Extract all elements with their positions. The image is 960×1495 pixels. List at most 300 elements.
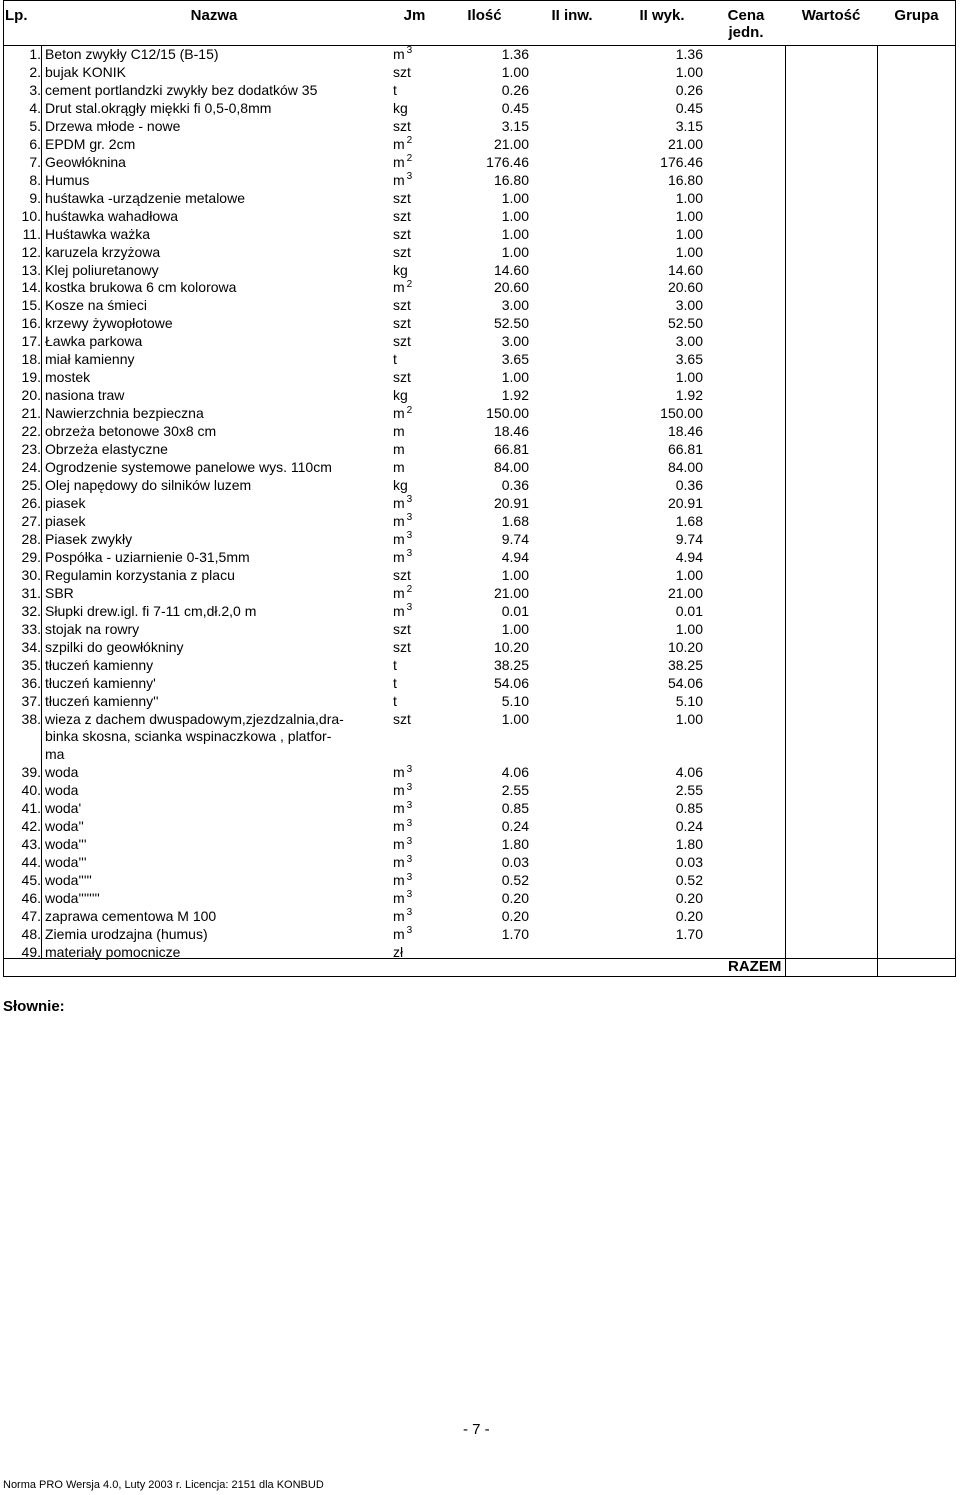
row-unit-text: m — [393, 854, 405, 871]
row-name-line: Ziemia urodzajna (humus) — [45, 926, 208, 943]
row-quantity-wyk: 21.00 — [667, 584, 703, 601]
row-lp: 5. — [29, 117, 41, 134]
row-unit-exponent: 3 — [406, 548, 413, 560]
row-quantity: 1.92 — [501, 387, 529, 404]
row-unit-exponent: 2 — [406, 278, 413, 290]
row-unit-text: kg — [393, 99, 408, 116]
row-quantity-wyk: 0.45 — [675, 99, 703, 116]
row-name — [45, 854, 385, 872]
row-name — [45, 387, 385, 405]
row-name-line: Humus — [45, 171, 90, 188]
row-name — [45, 172, 385, 190]
row-lp: 14. — [21, 279, 41, 296]
row-unit-exponent: 3 — [406, 871, 413, 883]
row-quantity-wyk: 0.03 — [675, 854, 703, 871]
header-grupa: Grupa — [894, 7, 939, 24]
row-quantity-wyk: 1.92 — [675, 387, 703, 404]
row-unit — [393, 423, 453, 440]
row-unit — [393, 800, 453, 817]
row-unit-text: m — [393, 135, 405, 152]
row-quantity: 1.00 — [501, 369, 529, 386]
row-unit — [393, 208, 453, 225]
row-unit — [393, 226, 453, 243]
row-name-line: szpilki do geowłókniny — [45, 638, 184, 655]
row-unit-text: m — [393, 459, 405, 476]
row-unit-text: m — [393, 279, 405, 296]
row-quantity: 1.00 — [501, 566, 529, 583]
row-lp: 17. — [21, 333, 41, 350]
row-quantity-wyk: 18.46 — [667, 423, 703, 440]
row-lp: 30. — [21, 566, 41, 583]
row-unit-text: szt — [393, 710, 411, 727]
row-quantity: 2.55 — [501, 782, 529, 799]
header-lp: Lp. — [5, 7, 28, 24]
row-lp: 2. — [29, 63, 41, 80]
col-divider-lp — [41, 46, 42, 958]
row-name-line: materiały pomocnicze — [45, 944, 181, 960]
row-quantity: 84.00 — [493, 459, 529, 476]
row-quantity: 1.00 — [501, 207, 529, 224]
row-name-line: ma — [45, 746, 65, 763]
row-quantity-wyk: 1.00 — [675, 566, 703, 583]
row-unit — [393, 818, 453, 835]
row-name — [45, 369, 385, 387]
row-unit — [393, 82, 453, 99]
row-quantity-wyk: 150.00 — [660, 405, 703, 422]
row-unit-text: m — [393, 800, 405, 817]
row-unit — [393, 100, 453, 117]
row-name — [45, 908, 385, 926]
row-unit — [393, 279, 453, 296]
row-unit — [393, 603, 453, 620]
row-quantity-wyk: 1.00 — [675, 620, 703, 637]
row-quantity: 150.00 — [486, 405, 529, 422]
row-unit-text: szt — [393, 63, 411, 80]
row-quantity: 1.00 — [501, 225, 529, 242]
row-unit — [393, 890, 453, 907]
row-unit-exponent: 3 — [406, 889, 413, 901]
row-unit-exponent: 2 — [406, 135, 413, 147]
row-unit-exponent: 3 — [406, 494, 413, 506]
row-unit — [393, 872, 453, 889]
row-quantity: 20.60 — [493, 279, 529, 296]
row-quantity: 0.45 — [501, 99, 529, 116]
row-name-line: Nawierzchnia bezpieczna — [45, 405, 204, 422]
row-quantity: 0.20 — [501, 890, 529, 907]
row-unit-exponent: 3 — [406, 799, 413, 811]
row-unit-text: m — [393, 836, 405, 853]
row-name — [45, 836, 385, 854]
row-name — [45, 82, 385, 100]
row-name-line: Pospółka - uziarnienie 0-31,5mm — [45, 548, 250, 565]
row-lp: 35. — [21, 656, 41, 673]
row-name-line: piasek — [45, 512, 86, 529]
row-unit — [393, 693, 453, 710]
row-name — [45, 495, 385, 513]
row-unit-text: m — [393, 495, 405, 511]
row-lp: 4. — [29, 99, 41, 116]
row-quantity-wyk: 0.26 — [675, 81, 703, 98]
header-ii-wyk: II wyk. — [639, 7, 685, 24]
row-quantity-wyk: 84.00 — [667, 459, 703, 476]
row-quantity-wyk: 38.25 — [667, 656, 703, 673]
row-unit-text: m — [393, 764, 405, 781]
row-name-line: woda' — [45, 800, 82, 817]
row-name-line: Kosze na śmieci — [45, 297, 147, 314]
row-quantity: 1.00 — [501, 620, 529, 637]
row-name — [45, 603, 385, 621]
row-quantity-wyk: 1.00 — [675, 710, 703, 727]
row-quantity: 20.91 — [493, 495, 529, 511]
row-unit-text: m — [393, 818, 405, 835]
row-name — [45, 477, 385, 495]
row-name-line: woda''' — [45, 836, 87, 853]
row-name — [45, 944, 385, 962]
row-lp: 26. — [21, 495, 41, 511]
row-name-line: woda''' — [45, 854, 87, 871]
row-quantity: 1.00 — [501, 710, 529, 727]
row-quantity-wyk: 0.24 — [675, 818, 703, 835]
row-lp: 27. — [21, 512, 41, 529]
row-name — [45, 693, 385, 711]
row-name — [45, 872, 385, 890]
row-name — [45, 154, 385, 172]
header-cena-line2: jedn. — [728, 24, 764, 41]
row-unit — [393, 262, 453, 279]
row-unit-text: szt — [393, 638, 411, 655]
row-lp: 31. — [21, 584, 41, 601]
row-name-line: stojak na rowry — [45, 620, 140, 637]
row-unit — [393, 190, 453, 207]
row-quantity-wyk: 1.00 — [675, 225, 703, 242]
row-lp: 19. — [21, 369, 41, 386]
row-unit — [393, 369, 453, 386]
row-name — [45, 136, 385, 154]
row-name-line: miał kamienny — [45, 351, 135, 368]
row-name-line: Piasek zwykły — [45, 530, 133, 547]
row-quantity: 0.03 — [501, 854, 529, 871]
row-quantity-wyk: 3.65 — [675, 351, 703, 368]
row-name — [45, 262, 385, 280]
row-name — [45, 279, 385, 297]
row-quantity: 0.52 — [501, 872, 529, 889]
row-lp: 7. — [29, 153, 41, 170]
row-unit-text: zł — [393, 944, 404, 960]
row-unit — [393, 585, 453, 602]
row-unit-text: szt — [393, 207, 411, 224]
row-lp: 29. — [21, 548, 41, 565]
row-name-line: tłuczeń kamienny — [45, 656, 154, 673]
row-quantity-wyk: 1.80 — [675, 836, 703, 853]
row-quantity: 14.60 — [493, 261, 529, 278]
row-unit-text: kg — [393, 477, 408, 494]
row-name — [45, 621, 385, 639]
row-name-line: tłuczeń kamienny' — [45, 674, 156, 691]
row-lp: 8. — [29, 171, 41, 188]
row-name — [45, 639, 385, 657]
header-cena-line1: Cena — [727, 7, 765, 24]
row-quantity-wyk: 9.74 — [675, 530, 703, 547]
row-name — [45, 118, 385, 136]
row-name-line: bujak KONIK — [45, 63, 126, 80]
page-number: - 7 - — [463, 1421, 490, 1438]
row-name-line: krzewy żywopłotowe — [45, 315, 173, 332]
row-lp: 25. — [21, 477, 41, 494]
row-unit — [393, 549, 453, 566]
row-quantity-wyk: 0.36 — [675, 477, 703, 494]
row-quantity: 3.15 — [501, 117, 529, 134]
row-lp: 23. — [21, 441, 41, 458]
row-unit-text: m — [393, 405, 405, 422]
row-unit — [393, 531, 453, 548]
row-unit — [393, 639, 453, 656]
row-name-line: zaprawa cementowa M 100 — [45, 908, 217, 925]
row-name-line: Ogrodzenie systemowe panelowe wys. 110cm — [45, 459, 332, 476]
row-lp: 36. — [21, 674, 41, 691]
row-name-line: karuzela krzyżowa — [45, 243, 161, 260]
row-quantity-wyk: 3.15 — [675, 117, 703, 134]
row-quantity: 176.46 — [486, 153, 529, 170]
row-lp: 12. — [21, 243, 41, 260]
row-quantity-wyk: 10.20 — [667, 638, 703, 655]
row-lp: 13. — [21, 261, 41, 278]
row-quantity: 9.74 — [501, 530, 529, 547]
row-quantity: 1.70 — [501, 926, 529, 943]
row-unit-exponent: 3 — [406, 602, 413, 614]
row-name — [45, 764, 385, 782]
row-unit — [393, 441, 453, 458]
row-name — [45, 531, 385, 549]
row-lp: 34. — [21, 638, 41, 655]
row-unit-text: szt — [393, 333, 411, 350]
row-lp: 22. — [21, 423, 41, 440]
row-unit-exponent: 3 — [406, 781, 413, 793]
row-name — [45, 46, 385, 64]
row-lp: 39. — [21, 764, 41, 781]
row-name — [45, 549, 385, 567]
row-quantity: 1.68 — [501, 512, 529, 529]
row-name — [45, 441, 385, 459]
row-unit-exponent: 3 — [406, 530, 413, 542]
row-name — [45, 244, 385, 262]
row-quantity-wyk: 5.10 — [675, 692, 703, 709]
row-name-line: Regulamin korzystania z placu — [45, 566, 235, 583]
header-nazwa: Nazwa — [190, 7, 238, 24]
row-quantity-wyk: 1.00 — [675, 207, 703, 224]
row-quantity-wyk: 0.85 — [675, 800, 703, 817]
row-quantity-wyk: 1.00 — [675, 369, 703, 386]
row-quantity-wyk: 4.94 — [675, 548, 703, 565]
row-name — [45, 800, 385, 818]
row-name-line: huśtawka -urządzenie metalowe — [45, 189, 245, 206]
row-name — [45, 585, 385, 603]
row-lp: 37. — [21, 692, 41, 709]
row-name-line: SBR — [45, 584, 74, 601]
row-unit — [393, 764, 453, 781]
row-quantity-wyk: 21.00 — [667, 135, 703, 152]
row-name-line: Klej poliuretanowy — [45, 261, 159, 278]
row-unit — [393, 908, 453, 925]
row-quantity-wyk: 0.20 — [675, 890, 703, 907]
row-quantity-wyk: 1.00 — [675, 63, 703, 80]
row-unit-text: m — [393, 423, 405, 440]
row-name — [45, 675, 385, 693]
row-name-line: woda''''' — [45, 872, 92, 889]
header-wartosc: Wartość — [801, 7, 861, 24]
col-divider-wartosc — [877, 46, 878, 977]
row-unit-exponent: 2 — [406, 153, 413, 165]
row-lp: 46. — [21, 890, 41, 907]
row-name-line: mostek — [45, 369, 91, 386]
row-unit-text: m — [393, 171, 405, 188]
row-quantity-wyk: 4.06 — [675, 764, 703, 781]
row-unit — [393, 459, 453, 476]
row-unit-text: kg — [393, 261, 408, 278]
row-name — [45, 782, 385, 800]
row-lp: 1. — [29, 46, 41, 62]
row-name-line: cement portlandzki zwykły bez dodatków 35 — [45, 81, 318, 98]
row-unit-exponent: 3 — [406, 853, 413, 865]
row-unit — [393, 154, 453, 171]
row-name-line: Geowłóknina — [45, 153, 126, 170]
row-name-line: piasek — [45, 495, 86, 511]
row-quantity: 5.10 — [501, 692, 529, 709]
row-quantity: 0.26 — [501, 81, 529, 98]
row-unit — [393, 333, 453, 350]
row-quantity: 0.01 — [501, 602, 529, 619]
row-lp: 49. — [21, 944, 41, 960]
row-quantity: 1.00 — [501, 243, 529, 260]
row-unit-text: szt — [393, 117, 411, 134]
row-unit-text: m — [393, 46, 405, 62]
footer-license: Norma PRO Wersja 4.0, Luty 2003 r. Licencja: 2151 dla KONBUD — [3, 1479, 324, 1491]
row-unit — [393, 657, 453, 674]
row-unit-exponent: 3 — [406, 763, 413, 775]
row-unit-text: m — [393, 512, 405, 529]
row-unit-exponent: 3 — [406, 907, 413, 919]
row-unit-exponent: 3 — [406, 512, 413, 524]
row-quantity-wyk: 20.91 — [667, 495, 703, 511]
row-quantity: 0.36 — [501, 477, 529, 494]
row-name-line: woda — [45, 764, 79, 781]
row-quantity: 3.65 — [501, 351, 529, 368]
row-unit — [393, 64, 453, 81]
row-lp: 40. — [21, 782, 41, 799]
row-name-line: Olej napędowy do silników luzem — [45, 477, 252, 494]
row-unit — [393, 836, 453, 853]
row-quantity-wyk: 20.60 — [667, 279, 703, 296]
row-name — [45, 351, 385, 369]
row-name — [45, 64, 385, 82]
row-unit-text: t — [393, 692, 397, 709]
row-unit — [393, 495, 453, 512]
row-name — [45, 333, 385, 351]
row-name-line: Drut stal.okrągły miękki fi 0,5-0,8mm — [45, 99, 272, 116]
row-unit — [393, 711, 453, 728]
row-quantity-wyk: 1.00 — [675, 243, 703, 260]
row-unit-exponent: 2 — [406, 404, 413, 416]
row-name-line: woda'' — [45, 818, 84, 835]
row-quantity-wyk: 3.00 — [675, 297, 703, 314]
row-quantity: 16.80 — [493, 171, 529, 188]
row-lp: 10. — [21, 207, 41, 224]
row-unit-text: t — [393, 674, 397, 691]
row-quantity: 66.81 — [493, 441, 529, 458]
row-unit — [393, 854, 453, 871]
row-unit-text: m — [393, 530, 405, 547]
row-unit-text: szt — [393, 620, 411, 637]
row-quantity: 1.00 — [501, 189, 529, 206]
row-quantity: 0.20 — [501, 908, 529, 925]
row-name — [45, 657, 385, 675]
row-lp: 15. — [21, 297, 41, 314]
row-unit-text: szt — [393, 225, 411, 242]
header-jm: Jm — [403, 7, 426, 24]
row-unit — [393, 172, 453, 189]
header-ilosc: Ilość — [467, 7, 502, 24]
row-quantity-wyk: 54.06 — [667, 674, 703, 691]
row-unit — [393, 244, 453, 261]
row-unit — [393, 315, 453, 332]
row-quantity: 0.85 — [501, 800, 529, 817]
row-unit-text: m — [393, 584, 405, 601]
row-unit-text: kg — [393, 387, 408, 404]
row-quantity: 21.00 — [493, 135, 529, 152]
row-quantity-wyk: 1.68 — [675, 512, 703, 529]
row-name-line: nasiona traw — [45, 387, 125, 404]
row-unit-exponent: 3 — [406, 925, 413, 937]
row-unit-text: m — [393, 153, 405, 170]
row-name-line: woda'''''''' — [45, 890, 100, 907]
row-quantity: 4.94 — [501, 548, 529, 565]
row-unit — [393, 567, 453, 584]
row-name-line: Ławka parkowa — [45, 333, 143, 350]
row-lp: 41. — [21, 800, 41, 817]
row-name — [45, 100, 385, 118]
row-lp: 45. — [21, 872, 41, 889]
row-quantity-wyk: 66.81 — [667, 441, 703, 458]
row-name — [45, 818, 385, 836]
row-lp: 21. — [21, 405, 41, 422]
row-quantity: 3.00 — [501, 333, 529, 350]
row-unit-exponent: 3 — [406, 817, 413, 829]
row-name-line: woda — [45, 782, 79, 799]
row-quantity-wyk: 1.00 — [675, 189, 703, 206]
row-name — [45, 890, 385, 908]
row-quantity-wyk: 0.52 — [675, 872, 703, 889]
row-unit-text: m — [393, 441, 405, 458]
row-lp: 3. — [29, 81, 41, 98]
row-lp: 38. — [21, 710, 41, 727]
row-unit — [393, 387, 453, 404]
row-lp: 18. — [21, 351, 41, 368]
row-name-line: Drzewa młode - nowe — [45, 117, 181, 134]
row-quantity: 1.00 — [501, 63, 529, 80]
row-quantity-wyk: 0.01 — [675, 602, 703, 619]
slownie-label: Słownie: — [3, 998, 65, 1015]
row-unit-text: m — [393, 548, 405, 565]
row-unit-text: szt — [393, 315, 411, 332]
row-name — [45, 297, 385, 315]
row-quantity: 3.00 — [501, 297, 529, 314]
row-quantity-wyk: 2.55 — [675, 782, 703, 799]
row-unit — [393, 675, 453, 692]
row-lp: 32. — [21, 602, 41, 619]
row-lp: 28. — [21, 530, 41, 547]
row-lp: 33. — [21, 620, 41, 637]
row-name — [45, 567, 385, 585]
row-lp: 24. — [21, 459, 41, 476]
